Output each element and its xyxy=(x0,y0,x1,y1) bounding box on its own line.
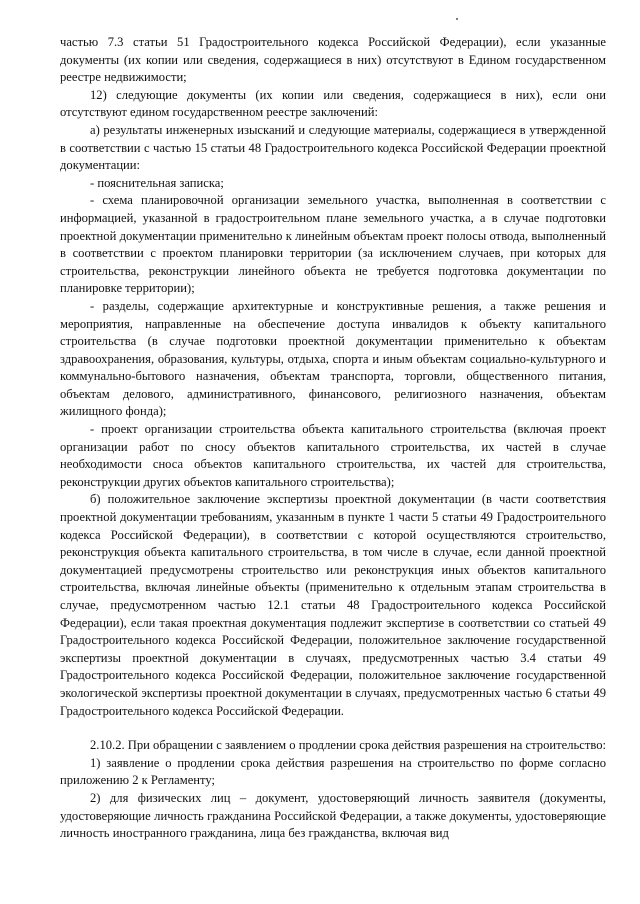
paragraph-section-2-10-2: 2.10.2. При обращении с заявлением о продлении срока действия разрешения на строительство: xyxy=(90,738,606,753)
paragraph-item-1: 1) заявление о продлении срока действия разрешения на строительство по форме согласно приложению 2 к Регламенту; xyxy=(60,755,606,788)
paragraph-continuation: частью 7.3 статьи 51 Градостроительного кодекса Российской Федерации), если указанные документы (их копии или сведения, содержащиеся в них) отсутствуют в Едином государственном реестре недвижимости; xyxy=(60,35,606,85)
list-item-explanatory-note: - пояснительная записка; xyxy=(90,175,224,190)
document-page xyxy=(60,34,606,843)
list-item-site-plan-scheme: - схема планировочной организации земельного участка, выполненная в соответствии с информацией, указанной в градостроительном плане земельного участка, а в случае подготовки проектной документации применительно к линейным объектам проект полосы отвода, выполненный в соответствии с проектом планировки территории (за исключением случаев, при которых для строительства, реконструкции линейного объекта не требуется подготовка документации по планировке территории); xyxy=(60,193,606,296)
section-spacer xyxy=(60,720,606,737)
paragraph-item-2: 2) для физических лиц – документ, удостоверяющий личность заявителя (документы, удостоверяющие личность гражданина Российской Федерации, а также документы, удостоверяющие личность иностранного гражданина, лица без гражданства, включая вид xyxy=(60,790,606,841)
paragraph-subitem-b: б) положительное заключение экспертизы проектной документации (в части соответствия проектной документации требованиям, указанным в пункте 1 части 5 статьи 49 Градостроительного кодекса Российской Федерации), в соответствии с которой осуществляются строительство, реконструкция объекта капитального строительства, в том числе в случае, если данной проектной документацией предусмотрены строительство или реконструкция иных объектов капитального строительства, включая линейные объекты (применительно к отдельным этапам строительства в случае, предусмотренном частью 12.1 статьи 48 Градостроительного кодекса Российской Федерации), если такая проектная документация подлежит экспертизе в соответствии со статьей 49 Градостроительного кодекса Российской Федерации, положительное заключение государственной экспертизы проектной документации в случаях, предусмотренных частью 3.4 статьи 49 Градостроительного кодекса Российской Федерации, положительное заключение государственной экологической экспертизы проектной документации в случаях, предусмотренных частью 6 статьи 49 Градостроительного кодекса Российской Федерации. xyxy=(60,492,606,718)
paragraph-item-12: 12) следующие документы (их копии или сведения, содержащиеся в них), если они отсутствуют едином государственном реестре заключений: xyxy=(60,87,606,120)
list-item-construction-organization: - проект организации строительства объекта капитального строительства (включая проект организации работ по сносу объектов капитального строительства, их частей в случае необходимости сноса объектов капитального строительства, их частей для строительства, реконструкции других объектов капитального строительства); xyxy=(60,422,606,489)
scan-speck xyxy=(456,18,458,20)
paragraph-subitem-a: а) результаты инженерных изысканий и следующие материалы, содержащиеся в утвержденной в соответствии с частью 15 статьи 48 Градостроительного кодекса Российской Федерации проектной документации: xyxy=(60,122,606,173)
list-item-architectural-sections: - разделы, содержащие архитектурные и конструктивные решения, а также решения и мероприятия, направленные на обеспечение доступа инвалидов к объекту капитального строительства (в случае подготовки проектной документации применительно к объектам здравоохранения, образования, культуры, отдыха, спорта и иным объектам социально-культурного и коммунально-бытового назначения, объектам транспорта, торговли, общественного питания, объектам делового, административного, финансового, религиозного назначения, объектам жилищного фонда); xyxy=(60,298,606,419)
